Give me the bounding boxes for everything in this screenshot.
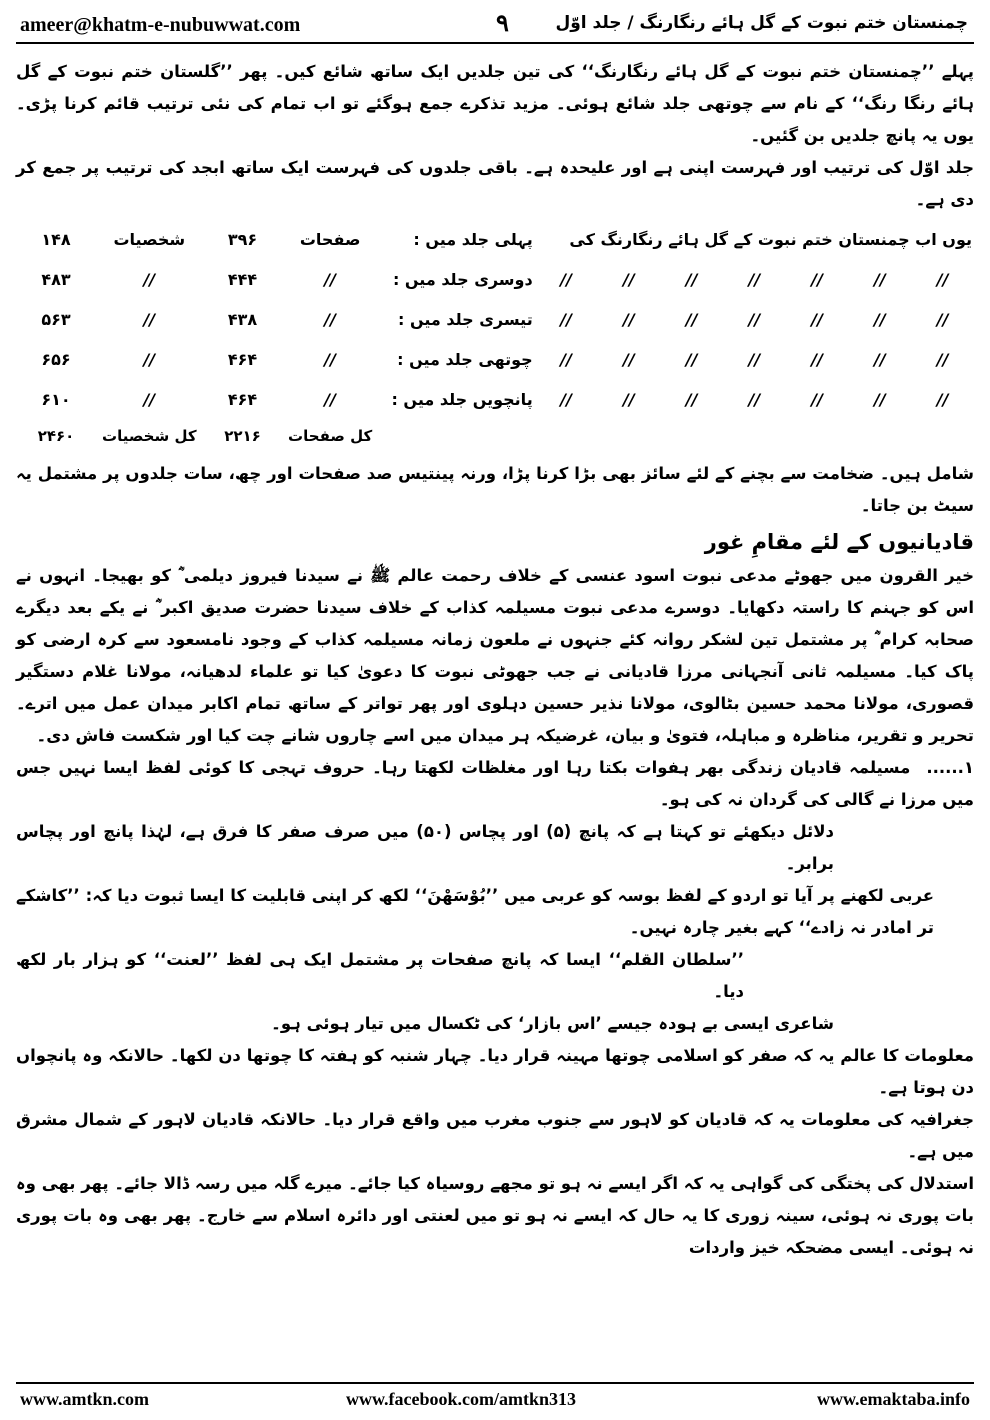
intro-paragraph-2: جلد اوّل کی ترتیب اور فہرست اپنی ہے اور علیحدہ ہے۔ باقی جلدوں کی فہرست ایک ساتھ ابجد کی ترتیب پر جمع کر دی ہے۔ [16,158,974,209]
total-pages: ۲۲۱۶ [224,427,261,445]
ditto-mark: // [936,390,949,409]
volumes-row-4 [16,340,974,380]
volume-persons: ۶۱۰ [41,390,71,409]
volumes-row-5 [16,380,974,420]
ditto-mark: // [685,350,698,369]
footer-link-amtkn[interactable]: www.amtkn.com [20,1389,149,1409]
volumes-row-1 [16,220,974,260]
ditto-mark: // [685,390,698,409]
ditto-mark: // [623,390,635,409]
ditto-mark: // [143,310,156,329]
intro-paragraph-1: پہلے ’’چمنستان ختم نبوت کے گل ہائے رنگارنگ‘‘ کی تین جلدیں ایک ساتھ شائع کیں۔ پھر ’’گلستان ختم نبوت کے گل ہائے رنگا رنگ‘‘ کے نام سے چوتھی جلد شائع ہوئی۔ مزید تذکرے جمع ہوگئے تو اب تمام کی نئی ترتیب قائم کرنا پڑی۔ یوں یہ پانچ جلدیں بن گئیں۔ [16,62,974,145]
total-pages-label: کل صفحات [288,427,373,445]
note-7: جغرافیہ کی معلومات یہ کہ قادیان کو لاہور سے جنوب مغرب میں واقع قرار دیا۔ حالانکہ قادیان لاہور کے شمال مشرق میں ہے۔ [16,1110,974,1161]
note-6: معلومات کا عالم یہ کہ صفر کو اسلامی چوتھا مہینہ قرار دیا۔ چہار شنبہ کو ہفتہ کا چوتھا دن لکھا۔ حالانکہ وہ پانچواں دن ہوتا ہے۔ [16,1046,974,1097]
section-heading: قادیانیوں کے لئے مقامِ غور [704,530,974,554]
ditto-mark: // [324,310,336,329]
volumes-table [16,220,974,452]
page-number: ۹ [496,8,509,37]
ditto-mark: // [874,310,886,329]
ditto-mark: // [143,390,156,409]
ditto-mark: // [143,270,156,289]
book-title: چمنستان ختم نبوت کے گل ہائے رنگارنگ / جلد اوّل [555,13,968,33]
ditto-mark: // [874,390,886,409]
ditto-mark: // [748,390,761,409]
ditto-mark: // [811,350,823,369]
note-marker: ۱...... [926,758,974,777]
note-3: عربی لکھنے پر آیا تو اردو کے لفظ بوسہ کو عربی میں ’’بُوْسَھْنَ‘‘ لکھ کر اپنی قابلیت کا ایسا ثبوت دیا کہ: ’’کاشکے تر امادر نہ زادے‘‘ کہے بغیر چارہ نہیں۔ [16,886,934,937]
page-footer [16,1382,974,1414]
footer-link-facebook[interactable]: www.facebook.com/amtkn313 [346,1389,576,1409]
volume-persons: ۴۸۳ [41,270,71,289]
after-table-paragraph: شامل ہیں۔ ضخامت سے بچنے کے لئے سائز بھی بڑا کرنا پڑا، ورنہ پینتیس صد صفحات اور چھ، سات جلدوں پر مشتمل یہ سیٹ بن جاتا۔ [16,464,974,515]
ditto-mark: // [623,350,635,369]
ditto-mark: // [560,390,572,409]
page-header [16,8,974,44]
volume-persons: ۵۶۳ [41,310,71,329]
volume-pages: ۴۳۸ [227,310,258,329]
ditto-mark: // [874,270,886,289]
persons-label: شخصیات [113,230,186,249]
ditto-mark: // [685,270,698,289]
ditto-mark: // [748,350,761,369]
volume-label: تیسری جلد میں : [398,310,533,329]
ditto-mark: // [143,350,156,369]
ditto-mark: // [874,350,886,369]
note-2: دلائل دیکھئے تو کہتا ہے کہ پانچ (۵) اور پچاس (۵۰) میں صرف صفر کا فرق ہے، لہٰذا پانچ اور پچاس برابر۔ [16,822,835,873]
section-paragraph: خیر القرون میں جھوٹے مدعی نبوت اسود عنسی کے خلاف رحمت عالم ﷺ نے سیدنا فیروز دیلمی ؓ کو بھیجا۔ انہوں نے اس کو جہنم کا راستہ دکھایا۔ دوسرے مدعی نبوت مسیلمہ کذاب کے خلاف سیدنا حضرت صدیق اکبر ؓ نے یکے بعد دیگرے صحابہ کرام ؓ پر مشتمل تین لشکر روانہ کئے جنہوں نے ملعون زمانہ مسیلمہ کذاب کے وجود نامسعود سے کرہ ارضی کو پاک کیا۔ مسیلمہ ثانی آنجہانی مرزا قادیانی نے جب جھوٹی نبوت کا دعویٰ کیا تو علماء لدھیانہ، مولانا غلام دستگیر قصوری، مولانا محمد حسین بٹالوی، مولانا نذیر حسین دہلوی اور پھر تواتر کے ساتھ تمام اکابر میدان عمل میں اترے۔ تحریر و تقریر، مناظرہ و مباہلہ، فتویٰ و بیان، غرضیکہ ہر میدان میں اسے چاروں شانے چت کیا اور شکست فاش دی۔ [16,566,974,745]
ditto-mark: // [623,310,635,329]
ditto-mark: // [811,390,823,409]
header-email[interactable]: ameer@khatm-e-nubuwwat.com [20,14,301,36]
volume-label: چوتھی جلد میں : [397,350,533,369]
pages-label: صفحات [299,230,361,249]
volumes-totals-row [16,420,974,452]
total-persons: ۲۴۶۰ [37,427,75,445]
volumes-row-2 [16,260,974,300]
ditto-mark: // [560,310,572,329]
ditto-mark: // [936,310,949,329]
ditto-mark: // [748,310,761,329]
volumes-lead: یوں اب چمنستان ختم نبوت کے گل ہائے رنگارنگ کی [569,230,972,249]
note-1-text: مسیلمہ قادیان زندگی بھر ہفوات بکتا رہا اور مغلظات لکھتا رہا۔ حروف تہجی کا کوئی لفظ ایسا نہیں جس میں مرزا نے گالی کی گردان نہ کی ہو۔ [16,758,974,809]
volume-pages: ۴۶۴ [227,390,258,409]
ditto-mark: // [748,270,761,289]
ditto-mark: // [324,270,336,289]
ditto-mark: // [324,350,336,369]
ditto-mark: // [936,270,949,289]
volume-pages: ۳۹۶ [227,230,258,249]
ditto-mark: // [811,310,823,329]
ditto-mark: // [811,270,823,289]
volume-label: پانچویں جلد میں : [391,390,533,409]
volume-label: دوسری جلد میں : [392,270,533,289]
ditto-mark: // [560,350,572,369]
total-persons-label: کل شخصیات [102,427,197,445]
ditto-mark: // [936,350,949,369]
volume-label: پہلی جلد میں : [413,230,533,249]
note-8: استدلال کی پختگی کی گواہی یہ کہ اگر ایسے نہ ہو تو مجھے روسیاہ کیا جائے۔ میرے گلہ میں رسہ ڈالا جائے۔ پھر بھی وہ بات پوری نہ ہوئی، سینہ زوری کا یہ حال کہ ایسے نہ ہو تو میں لعنتی اور دائرہ اسلام سے خارج۔ پھر بھی وہ بات پوری نہ ہوئی۔ ایسی مضحکہ خیز واردات [16,1174,974,1257]
volume-persons: ۶۵۶ [41,350,71,369]
note-4: ’’سلطان القلم‘‘ ایسا کہ پانچ صفحات پر مشتمل ایک ہی لفظ ’’لعنت‘‘ کو ہزار بار لکھ دیا۔ [16,950,744,1001]
volume-pages: ۴۶۴ [227,350,258,369]
page-body [16,56,974,1376]
footer-link-emaktaba[interactable]: www.emaktaba.info [816,1389,970,1409]
ditto-mark: // [324,390,336,409]
ditto-mark: // [560,270,572,289]
note-1 [16,752,974,816]
ditto-mark: // [623,270,635,289]
volumes-row-3 [16,300,974,340]
volume-pages: ۴۴۴ [227,270,258,289]
note-5: شاعری ایسی بے ہودہ جیسے ’اس بازار‘ کی ٹکسال میں تیار ہوئی ہو۔ [271,1014,834,1033]
volume-persons: ۱۴۸ [41,230,71,249]
ditto-mark: // [685,310,698,329]
